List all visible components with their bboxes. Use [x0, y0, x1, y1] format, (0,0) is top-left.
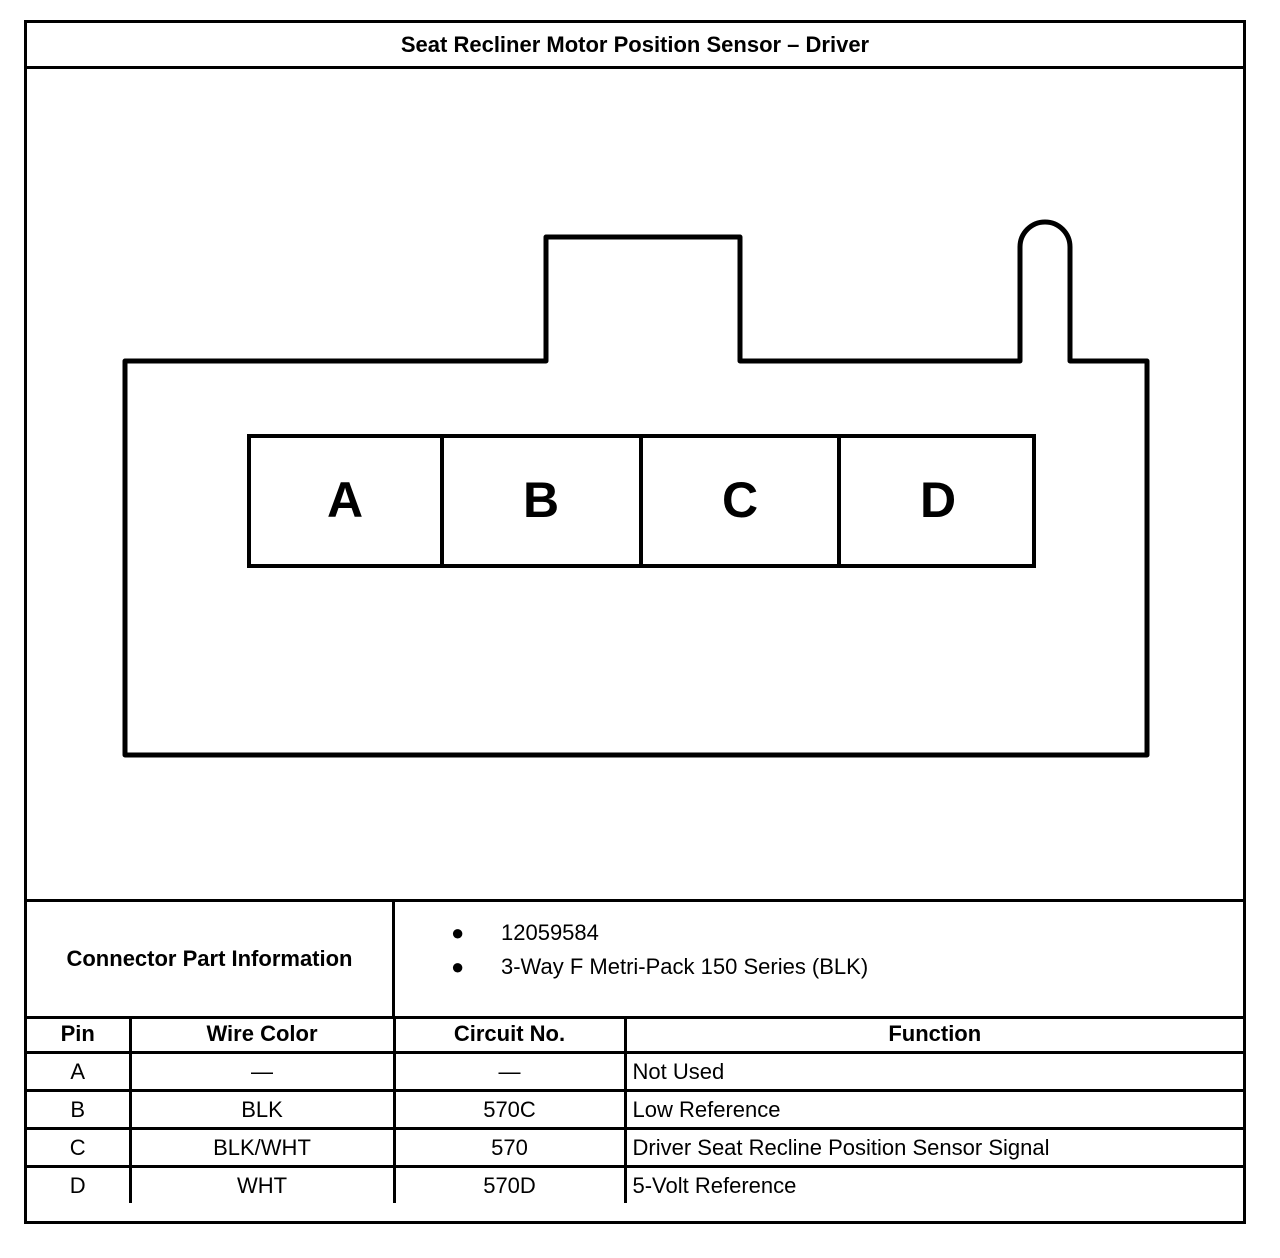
- part-number: 12059584: [501, 920, 599, 945]
- connector-part-info: [27, 899, 1243, 1019]
- table-row: [27, 1167, 1243, 1204]
- cavity-label-d: D: [919, 472, 957, 528]
- connector-diagram: [27, 69, 1243, 899]
- cavity-label-a: A: [326, 472, 364, 528]
- bullet-icon: ●: [451, 920, 465, 945]
- pinout-table: [27, 1016, 1243, 1203]
- wire-color-cell: WHT: [130, 1167, 394, 1204]
- function-cell: Driver Seat Recline Position Sensor Signal: [625, 1129, 1243, 1167]
- page-title: Seat Recliner Motor Position Sensor – Driver: [27, 23, 1243, 69]
- table-header-row: [27, 1016, 1243, 1053]
- cavity-label-b: B: [522, 472, 560, 528]
- header-function: Function: [625, 1016, 1243, 1053]
- table-row: [27, 1053, 1243, 1091]
- circuit-cell: 570D: [394, 1167, 625, 1204]
- wire-color-cell: BLK: [130, 1091, 394, 1129]
- pin-cell: D: [27, 1167, 130, 1204]
- connector-face-drawing: [27, 69, 1243, 899]
- part-info-list: [395, 902, 1243, 1016]
- connector-sheet: [24, 20, 1246, 1224]
- table-row: [27, 1129, 1243, 1167]
- bullet-icon: ●: [451, 954, 465, 979]
- circuit-cell: 570: [394, 1129, 625, 1167]
- part-info-item: [395, 916, 1243, 950]
- cavity-label-c: C: [721, 472, 759, 528]
- function-cell: Low Reference: [625, 1091, 1243, 1129]
- part-description: 3-Way F Metri-Pack 150 Series (BLK): [501, 954, 869, 979]
- function-cell: Not Used: [625, 1053, 1243, 1091]
- circuit-cell: —: [394, 1053, 625, 1091]
- wire-color-cell: BLK/WHT: [130, 1129, 394, 1167]
- header-wire-color: Wire Color: [130, 1016, 394, 1053]
- wire-color-cell: —: [130, 1053, 394, 1091]
- part-info-label: Connector Part Information: [27, 902, 395, 1016]
- pin-cell: C: [27, 1129, 130, 1167]
- header-pin: Pin: [27, 1016, 130, 1053]
- connector-body-outline: [125, 222, 1147, 755]
- pin-cell: B: [27, 1091, 130, 1129]
- pin-cell: A: [27, 1053, 130, 1091]
- table-row: [27, 1091, 1243, 1129]
- function-cell: 5-Volt Reference: [625, 1167, 1243, 1204]
- part-info-item: [395, 950, 1243, 984]
- header-circuit-no: Circuit No.: [394, 1016, 625, 1053]
- circuit-cell: 570C: [394, 1091, 625, 1129]
